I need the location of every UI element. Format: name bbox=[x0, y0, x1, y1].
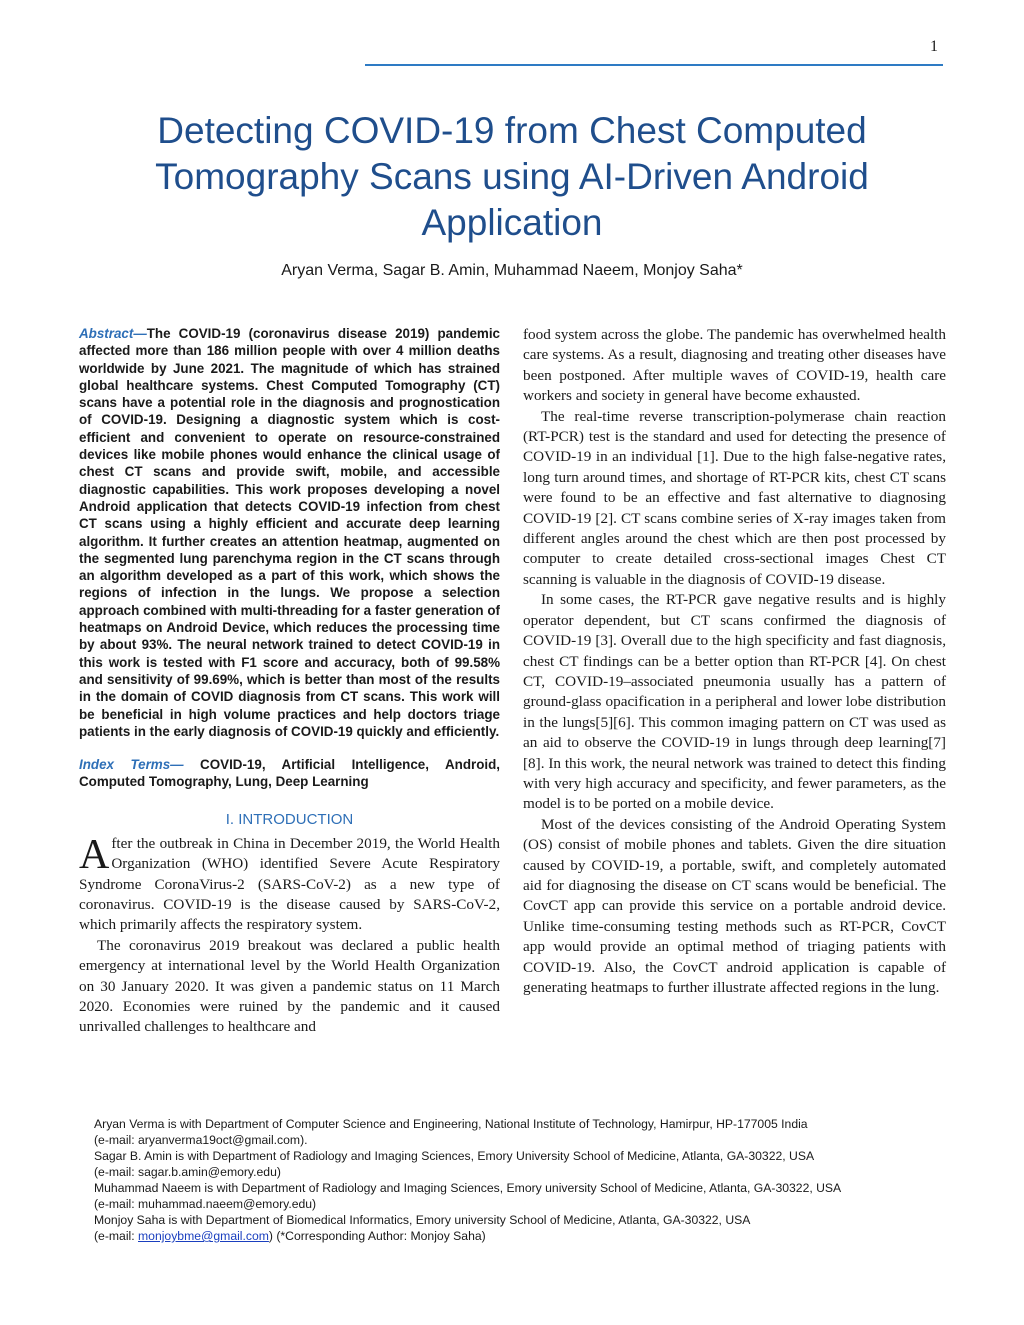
footnote-line: Monjoy Saha is with Department of Biomedical Informatics, Emory university School of Medicine, Atlanta, GA-30322, USA bbox=[94, 1213, 751, 1227]
abstract bbox=[79, 325, 500, 740]
page-number: 1 bbox=[930, 38, 938, 55]
footnote-line: Muhammad Naeem is with Department of Radiology and Imaging Sciences, Emory university School of Medicine, Atlanta, GA-30322, USA bbox=[94, 1181, 842, 1195]
footnote-line bbox=[94, 1228, 954, 1244]
footnote-line: Sagar B. Amin is with Department of Radiology and Imaging Sciences, Emory University School of Medicine, Atlanta, GA-30322, USA bbox=[94, 1149, 815, 1163]
right-paragraph-2: The real-time reverse transcription-polymerase chain reaction (RT-PCR) test is the standard and used for detecting the presence of COVID-19 in an individual [1]. Due to the high false-negative rates, long turn around times, and shortage of RT-PCR kits, chest CT scans were found to be an effective and fast alternative to diagnosing COVID-19 [2]. CT scans combine series of X-ray images taken from different angles around the chest which are then post processed by computer to create detailed cross-sectional images Chest CT scanning is valuable in the diagnosis of COVID-19 disease. bbox=[523, 407, 946, 588]
right-paragraph-4: Most of the devices consisting of the Android Operating System (OS) consist of mobile phones and tablets. Given the dire situation caused by COVID-19, a portable, swift, and completely automated aid for diagnosing the disease on CT scans would be beneficial. The CovCT app can provide this service on a portable android device. Unlike time-consuming testing methods such as RT-PCR, CovCT app would provide an optimal method of triaging patients with COVID-19. Also, the CovCT android application is capable of generating heatmaps to further illustrate affected regions in the lung. bbox=[523, 815, 946, 996]
right-paragraph-3: In some cases, the RT-PCR gave negative results and is highly operator dependent, but CT scans confirmed the diagnosis of COVID-19 [3]. Overall due to the high specificity and fast diagnosis, chest CT findings can be a better option than RT-PCR [4]. On chest CT, COVID-19–associated pneumonia usually has a pattern of ground-glass opacification in a peripheral and lower lobe distribution in the lungs[5][6]. This common imaging pattern on CT was used as an aid to observe the COVID-19 in lungs through deep learning[7][8]. In this work, the neural network was trained to detect this finding with very high accuracy and specificity, and fewer parameters, as the model is to be ported on a mobile device. bbox=[523, 591, 946, 813]
abstract-label: Abstract— bbox=[79, 326, 147, 341]
footnote-email-prefix: (e-mail: bbox=[94, 1229, 139, 1243]
author-footnotes bbox=[94, 1116, 954, 1244]
paper-title: Detecting COVID-19 from Chest Computed Tomography Scans using AI-Driven Android Application bbox=[155, 110, 869, 243]
abstract-text: The COVID-19 (coronavirus disease 2019) pandemic affected more than 186 million people with over 4 million deaths worldwide by June 2021. The magnitude of which has strained global healthcare systems. Chest Computed Tomography (CT) scans have a potential role in the diagnosis and prognostication of COVID-19. Designing a diagnostic system which is cost-efficient and convenient to operate on resource-constrained devices like mobile phones would enhance the clinical usage of chest CT scans and provide swift, mobile, and accessible diagnostic capabilities. This work proposes developing a novel Android application that detects COVID-19 infection from chest CT scans using a highly efficient and accurate deep learning algorithm. It further creates an attention heatmap, augmented on the segmented lung parenchyma region in the CT scans through an algorithm developed as a part of this work, which shows the regions of infection in the lungs. We propose a selection approach combined with multi-threading for a faster generation of heatmaps on Android Device, which reduces the processing time by about 93%. The neural network trained to detect COVID-19 in this work is tested with F1 score and accuracy, both of 99.58% and sensitivity of 99.69%, which is better than most of the results in the domain of COVID diagnosis from CT scans. This work will be beneficial in high volume practices and help doctors triage patients in the early diagnosis of COVID-19 quickly and efficiently. bbox=[79, 326, 500, 739]
footnote-line: Aryan Verma is with Department of Computer Science and Engineering, National Institute of Technology, Hamirpur, HP-177005 India bbox=[94, 1117, 808, 1131]
footnote-email-suffix: ) (*Corresponding Author: Monjoy Saha) bbox=[268, 1229, 486, 1243]
footnote-line: (e-mail: sagar.b.amin@emory.edu) bbox=[94, 1165, 281, 1179]
corresponding-email-link[interactable]: monjoybme@gmail.com bbox=[138, 1229, 269, 1243]
header-rule bbox=[365, 64, 943, 66]
left-column bbox=[79, 325, 500, 1038]
intro-paragraph-1 bbox=[79, 831, 500, 936]
author-list: Aryan Verma, Sagar B. Amin, Muhammad Naeem, Monjoy Saha* bbox=[281, 262, 743, 279]
index-terms bbox=[79, 756, 500, 791]
intro-paragraph-1-text: fter the outbreak in China in December 2019, the World Health Organization (WHO) identified Severe Acute Respiratory Syndrome CoronaVirus-2 (SARS-CoV-2) as a new type of coronavirus. COVID-19 is the disease caused by SARS-CoV-2, which primarily affects the respiratory system. bbox=[79, 834, 500, 934]
right-column bbox=[523, 325, 946, 998]
footnote-line: (e-mail: aryanverma19oct@gmail.com). bbox=[94, 1133, 308, 1147]
footnote-line: (e-mail: muhammad.naeem@emory.edu) bbox=[94, 1197, 317, 1211]
drop-cap: A bbox=[79, 831, 110, 878]
section-heading-introduction: I. INTRODUCTION bbox=[225, 810, 354, 828]
index-terms-label: Index Terms— bbox=[79, 757, 184, 773]
index-terms-text: COVID-19, Artificial Intelligence, Android, Computed Tomography, Lung, Deep Learning bbox=[79, 757, 501, 790]
right-paragraph-1: food system across the globe. The pandemic has overwhelmed health care systems. As a result, diagnosing and treating other diseases have been postponed. After multiple waves of COVID-19, health care workers and society in general have become exhausted. bbox=[523, 326, 946, 405]
intro-paragraph-2: The coronavirus 2019 breakout was declared a public health emergency at international level by the World Health Organization on 30 January 2020. It was given a pandemic status on 11 March 2020. Economies were ruined by the pandemic and it caused unrivalled challenges to healthcare and bbox=[79, 936, 500, 1036]
